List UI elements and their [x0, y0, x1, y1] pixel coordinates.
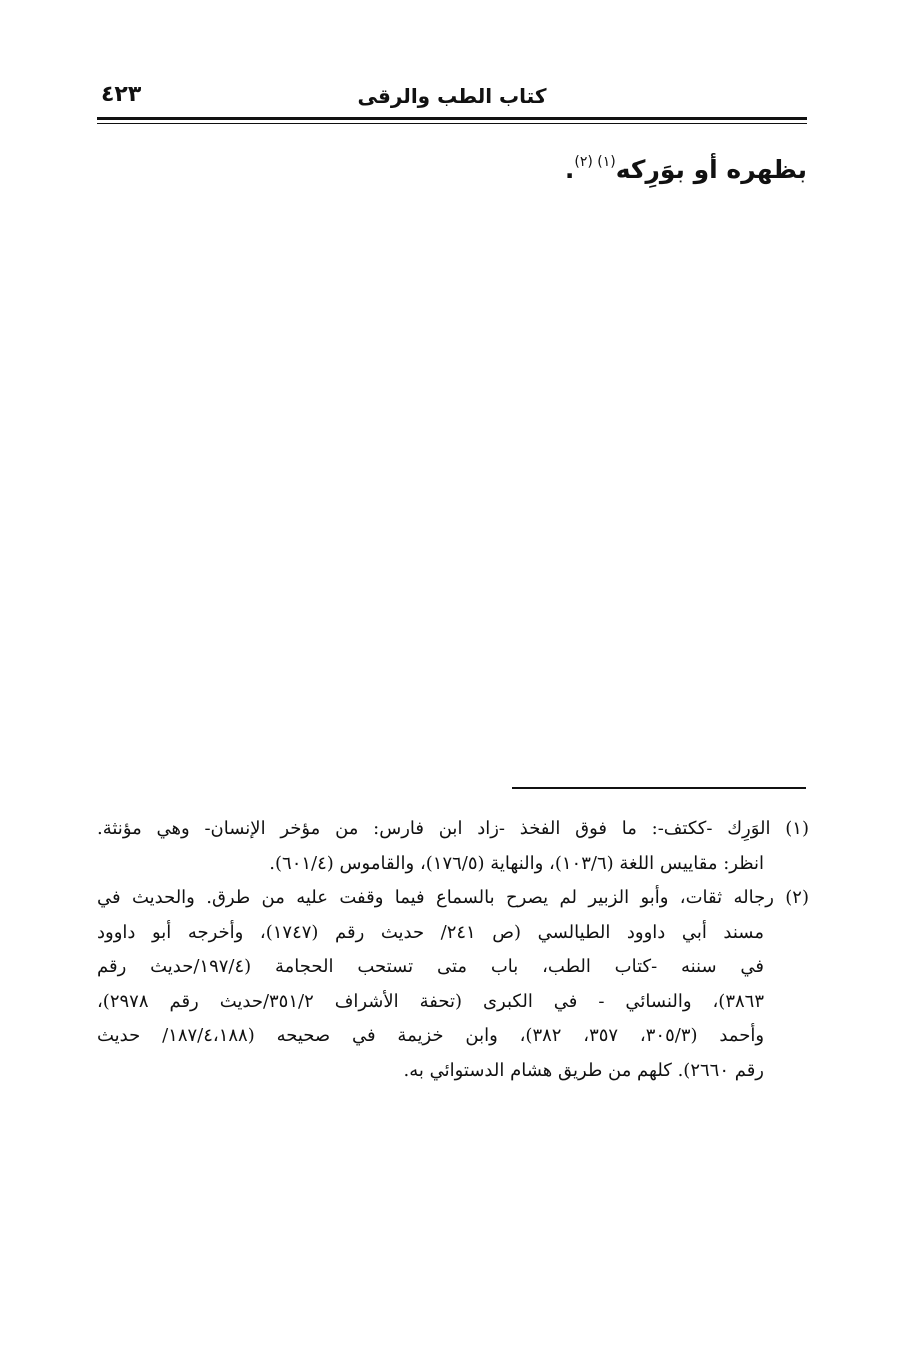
footnote-1-line-2: انظر: مقاييس اللغة (١٠٣/٦)، والنهاية (١٧٦/٥)، والقاموس (٦٠١/٤).	[269, 852, 764, 874]
page-header	[97, 78, 807, 118]
footnote-2	[97, 881, 809, 1088]
footnote-separator	[512, 787, 806, 789]
header-rule-thick	[97, 117, 807, 120]
page-number: ٤٢٣	[101, 82, 142, 107]
footnotes	[97, 812, 809, 1088]
footnote-2-line-1: (٢) رجاله ثقات، وأبو الزبير لم يصرح بالسماع فيما وقفت عليه من طرق. والحديث في	[97, 887, 809, 908]
footnote-1-line-1: (١) الوَرِك -ككتف-: ما فوق الفخذ -زاد ابن فارس: من مؤخر الإنسان- وهي مؤنثة.	[97, 818, 809, 839]
footnote-2-line-3: في سننه -كتاب الطب، باب متى تستحب الحجامة (١٩٧/٤/حديث رقم	[97, 956, 764, 977]
main-text-end: .	[564, 155, 575, 184]
footnote-1	[97, 812, 809, 881]
footnote-2-line-4: ٣٨٦٣)، والنسائي - في الكبرى (تحفة الأشراف ٣٥١/٢/حديث رقم ٢٩٧٨)،	[97, 990, 764, 1012]
footnote-2-line-5: وأحمد (٣٠٥/٣، ٣٥٧، ٣٨٢)، وابن خزيمة في صحيحه (١٨٧/٤،١٨٨/ حديث	[97, 1025, 765, 1046]
running-title: كتاب الطب والرقى	[357, 84, 547, 108]
footnote-refs: (١) (٢)	[574, 154, 616, 170]
header-rule-thin	[97, 123, 807, 124]
main-text-body: بظهره أو بوَرِكه	[615, 155, 807, 184]
footnote-2-line-6: رقم ٢٦٦٠). كلهم من طريق هشام الدستوائي به.	[403, 1059, 764, 1081]
main-text	[107, 140, 807, 192]
footnote-2-line-2: مسند أبي داوود الطيالسي (ص ٢٤١/ حديث رقم (١٧٤٧)، وأخرجه أبو داوود	[97, 921, 764, 943]
